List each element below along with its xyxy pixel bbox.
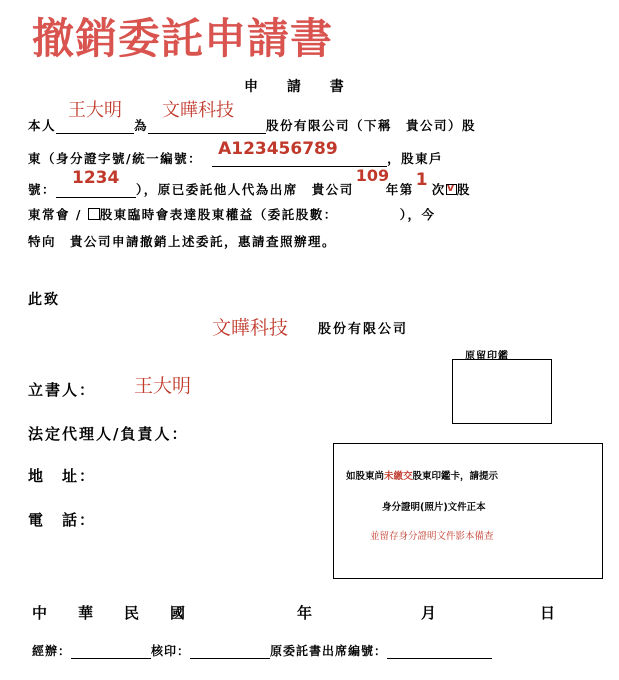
line4-text2: 股東臨時會表達股東權益（委託股數： (99, 207, 338, 222)
form-line-4 (28, 205, 436, 223)
company-fill: 文曄科技 (162, 100, 235, 121)
legal-rep-label: 法定代理人/負責人： (28, 425, 189, 443)
line4-text3: ），今 (399, 207, 436, 222)
regular-meeting-checkbox[interactable] (446, 181, 457, 195)
address-label: 地 址： (28, 467, 97, 485)
id-fill: A123456789 (218, 139, 338, 159)
signer-label: 立書人： (28, 381, 97, 399)
line4-text1: 東常會 / (28, 207, 82, 222)
verify-blank[interactable] (190, 644, 270, 659)
date-month: 月 (421, 604, 437, 622)
line3-prefix: 號： (28, 182, 57, 197)
line3-suffix: 股 (456, 182, 471, 197)
signer-fill: 王大明 (134, 375, 192, 397)
addressee: 此致 (28, 292, 60, 308)
date-era: 中 華 民 國 (32, 604, 194, 622)
handler-label: 經辦： (32, 644, 72, 658)
form-heading: 申 請 書 (244, 79, 356, 95)
form-line-2 (28, 139, 444, 167)
line1-mid: 為 (134, 118, 149, 133)
seal-box (452, 359, 552, 424)
year-label: 年第 (385, 182, 414, 197)
name-blank[interactable] (56, 100, 134, 134)
line3-mid: ），原已委託他人代為出席 貴公司 (136, 182, 354, 197)
original-no-blank[interactable] (387, 644, 492, 659)
times-label: 次 (431, 182, 446, 197)
line1-prefix: 本人 (28, 118, 57, 133)
id-blank[interactable] (212, 139, 387, 167)
verify-label: 核印： (151, 644, 191, 658)
notice-line-1: 如股東尚未繳交股東印鑑卡，請提示 (346, 471, 499, 482)
footer-row (32, 642, 492, 659)
year-blank[interactable] (354, 166, 390, 197)
notice-box (333, 443, 603, 579)
line1-suffix: 股份有限公司（下稱 貴公司）股 (266, 118, 477, 133)
notice-line-2: 身分證明(照片)文件正本 (382, 502, 486, 513)
form-line-1 (28, 100, 477, 134)
checkmark: v (446, 181, 456, 194)
company-fill-2: 文曄科技 (212, 317, 289, 339)
notice-line-3: 並留存身分證明文件影本備查 (370, 531, 494, 542)
date-day: 日 (540, 604, 556, 622)
handler-blank[interactable] (71, 644, 151, 659)
form-line-3 (28, 166, 471, 198)
account-fill: 1234 (72, 168, 120, 188)
company-suffix: 股份有限公司 (318, 322, 409, 337)
seal-label: 原留印鑑 (465, 351, 509, 362)
phone-label: 電 話： (28, 511, 97, 529)
company-blank[interactable] (148, 100, 266, 134)
account-blank[interactable] (56, 168, 136, 198)
document-title: 撤銷委託申請書 (32, 14, 334, 63)
form-line-5: 特向 貴公司申請撤銷上述委託，惠請查照辦理。 (28, 234, 337, 249)
times-fill: 1 (415, 170, 428, 190)
year-fill: 109 (355, 166, 390, 185)
line2-suffix: ，股東戶 (387, 151, 444, 166)
name-fill: 王大明 (68, 100, 123, 121)
date-year: 年 (297, 604, 313, 622)
times-blank[interactable] (414, 170, 432, 197)
line2-prefix: 東（身分證字號/統一編號： (28, 151, 203, 166)
special-meeting-checkbox[interactable] (88, 208, 100, 220)
original-no-label: 原委託書出席編號： (270, 644, 388, 658)
